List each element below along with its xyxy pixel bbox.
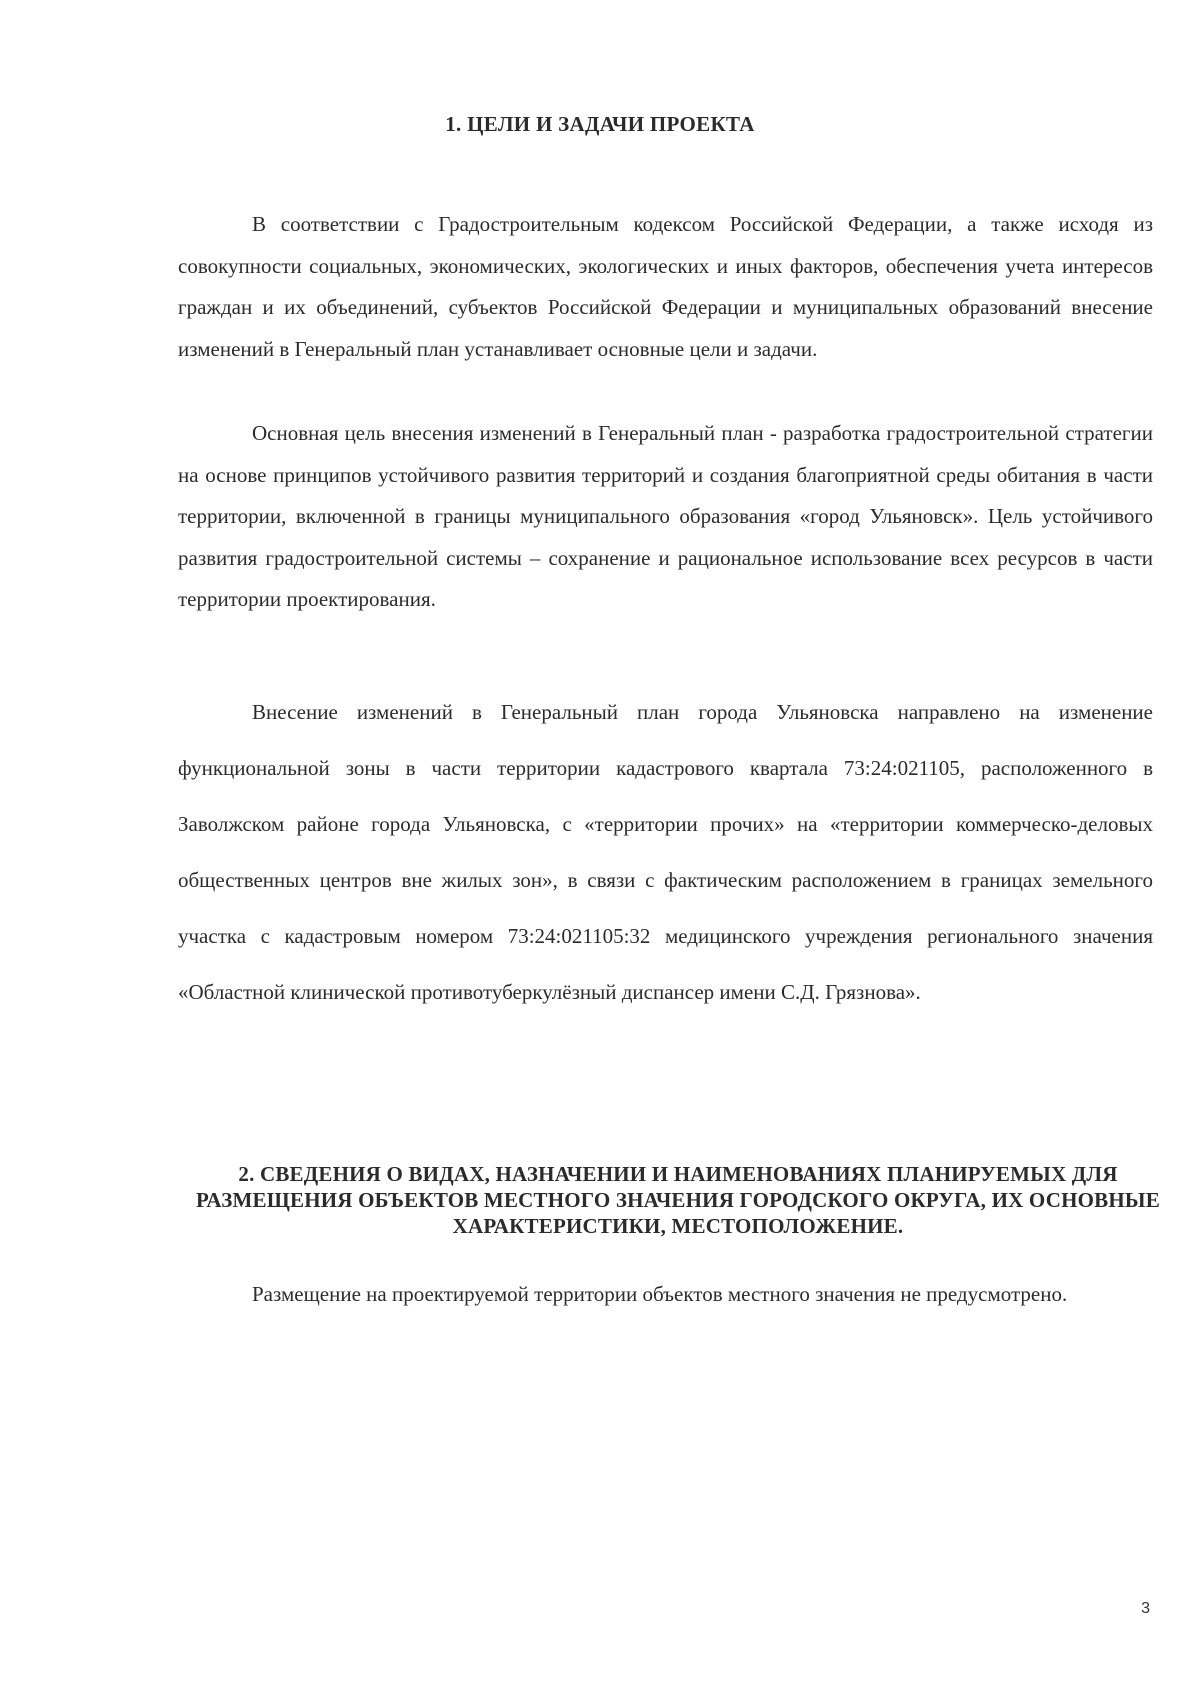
section-1-paragraph-1: В соответствии с Градостроительным кодексом Российской Федерации, а также исходя из совокупности социальных, экономических, экологических и иных факторов, обеспечения учета интересов граждан и их объединений, субъектов Российской Федерации и муниципальных образований внесение изменений в Генеральный план устанавливает основные цели и задачи.: [178, 212, 1153, 361]
page-number: 3: [1141, 1600, 1150, 1617]
section-2-heading: 2. СВЕДЕНИЯ О ВИДАХ, НАЗНАЧЕНИИ И НАИМЕНОВАНИЯХ ПЛАНИРУЕМЫХ ДЛЯ РАЗМЕЩЕНИЯ ОБЪЕКТОВ МЕСТНОГО ЗНАЧЕНИЯ ГОРОДСКОГО ОКРУГА, ИХ ОСНОВНЫЕ ХАРАКТЕРИСТИКИ, МЕСТОПОЛОЖЕНИЕ.: [196, 1162, 1160, 1238]
section-1-heading: 1. ЦЕЛИ И ЗАДАЧИ ПРОЕКТА: [445, 112, 755, 136]
section-1-paragraph-3: Внесение изменений в Генеральный план города Ульяновска направлено на изменение функциональной зоны в части территории кадастрового квартала 73:24:021105, расположенного в Заволжском районе города Ульяновска, с «территории прочих» на «территории коммерческо-деловых общественных центров вне жилых зон», в связи с фактическим расположением в границах земельного участка с кадастровым номером 73:24:021105:32 медицинского учреждения регионального значения «Областной клинической противотуберкулёзный диспансер имени С.Д. Грязнова».: [178, 700, 1153, 1004]
section-1-paragraph-2: Основная цель внесения изменений в Генеральный план - разработка градостроительной стратегии на основе принципов устойчивого развития территорий и создания благоприятной среды обитания в части территории, включенной в границы муниципального образования «город Ульяновск». Цель устойчивого развития градостроительной системы – сохранение и рациональное использование всех ресурсов в части территории проектирования.: [178, 421, 1153, 611]
section-2-paragraph-1: Размещение на проектируемой территории объектов местного значения не предусмотрено.: [252, 1282, 1068, 1306]
